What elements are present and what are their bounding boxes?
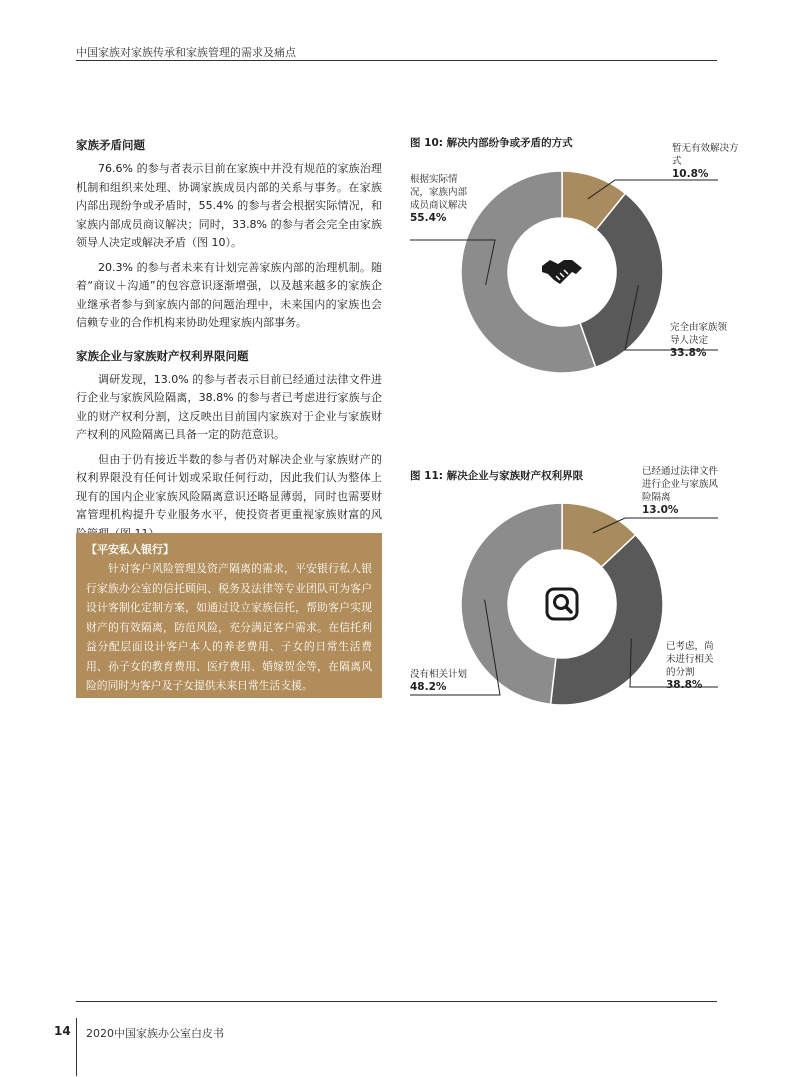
section2-title: 家族企业与家族财产权利界限问题 xyxy=(76,348,249,363)
chart11-label-1-text: 已考虑，尚未进行相关的分割 xyxy=(666,641,714,678)
chart10-label-0-value: 10.8% xyxy=(672,168,709,180)
chart11-center xyxy=(509,551,615,657)
footer-title: 2020中国家族办公室白皮书 xyxy=(86,1027,224,1040)
chart10-title: 图 10: 解决内部纷争或矛盾的方式 xyxy=(410,137,573,149)
chart10-label-0-text: 暂无有效解决方式 xyxy=(672,143,739,167)
chart11-label-2-value: 48.2% xyxy=(410,681,447,693)
chart11-title: 图 11: 解决企业与家族财产权利界限 xyxy=(410,470,584,482)
chart11-label-2 xyxy=(410,668,490,694)
section2-paragraph-1: 调研发现，13.0% 的参与者表示目前已经通过法律文件进行企业与家族风险隔离，38.8% 的参与者已考虑进行家族与企业的财产权利分割，这反映出目前国内家族对于企业与家族财产权利的风险隔离已具备一定的防范意识。 xyxy=(76,372,382,441)
chart10-label-1-value: 33.8% xyxy=(670,347,707,359)
header-title: 中国家族对家族传承和家族管理的需求及痛点 xyxy=(76,46,296,59)
chart11-label-2-text: 没有相关计划 xyxy=(410,669,468,680)
chart11-label-1-value: 38.8% xyxy=(666,679,703,691)
chart11-label-0 xyxy=(642,465,722,517)
left-column xyxy=(76,136,382,543)
footer-divider xyxy=(76,1001,717,1002)
chart10-label-0 xyxy=(672,142,742,181)
footer-vertical-bar xyxy=(76,1018,77,1076)
page-number: 14 xyxy=(54,1024,71,1038)
section1-paragraph-2: 20.3% 的参与者未来有计划完善家族内部的治理机制。随着“商议＋沟通”的包容意识逐渐增强，以及越来越多的家族企业继承者参与到家族内部的问题治理中，未来国内的家族也会信赖专业的合作机构来协助处理家族内部事务。 xyxy=(76,260,382,329)
chart10-label-2-text: 根据实际情况，家族内部成员商议解决 xyxy=(410,174,468,211)
callout-title: 【平安私人银行】 xyxy=(86,543,174,556)
section1-title: 家族矛盾问题 xyxy=(76,138,145,152)
callout-body: 针对客户风险管理及资产隔离的需求，平安银行私人银行家族办公室的信托顾问、税务及法律等专业团队可为客户设计客制化定制方案，如通过设立家族信托，帮助客户实现财产的有效隔离，防范风险，充分满足客户需求。在信托利益分配层面设计客户本人的养老费用、子女的日常生活费用、孙子女的教育费用、医疗费用、婚嫁贺金等，在隔离风险的同时为客户及子女提供未来日常生活支援。 xyxy=(86,562,372,692)
header-divider xyxy=(76,60,717,61)
chart11-label-0-value: 13.0% xyxy=(642,504,679,516)
pingan-callout-box xyxy=(76,533,382,698)
chart10-label-2 xyxy=(410,173,474,225)
chart10-label-1 xyxy=(670,321,734,360)
chart11-label-1 xyxy=(666,640,722,692)
chart10-label-2-value: 55.4% xyxy=(410,212,447,224)
section2-paragraph-2: 但由于仍有接近半数的参与者仍对解决企业与家族财产的权利界限没有任何计划或采取任何行动，因此我们认为整体上现有的国内企业家族风险隔离意识还略显薄弱，同时也需要财富管理机构提升专业服务水平，使投资者更重视家族财富的风 xyxy=(76,452,382,521)
section1-paragraph-1: 76.6% 的参与者表示目前在家族中并没有规范的家族治理机制和组织来处理、协调家族成员内部的关系与事务。在家族内部出现纷争或矛盾时，55.4% 的参与者会根据实际情况，和家族内部成员商议解决；同时，33.8% 的参与者会完全由家族领导人决定或解决矛盾（图 10）。 xyxy=(76,162,382,249)
chart10-label-1-text: 完全由家族领导人决定 xyxy=(670,322,728,346)
chart11-label-0-text: 已经通过法律文件进行企业与家族风险隔离 xyxy=(642,466,719,503)
